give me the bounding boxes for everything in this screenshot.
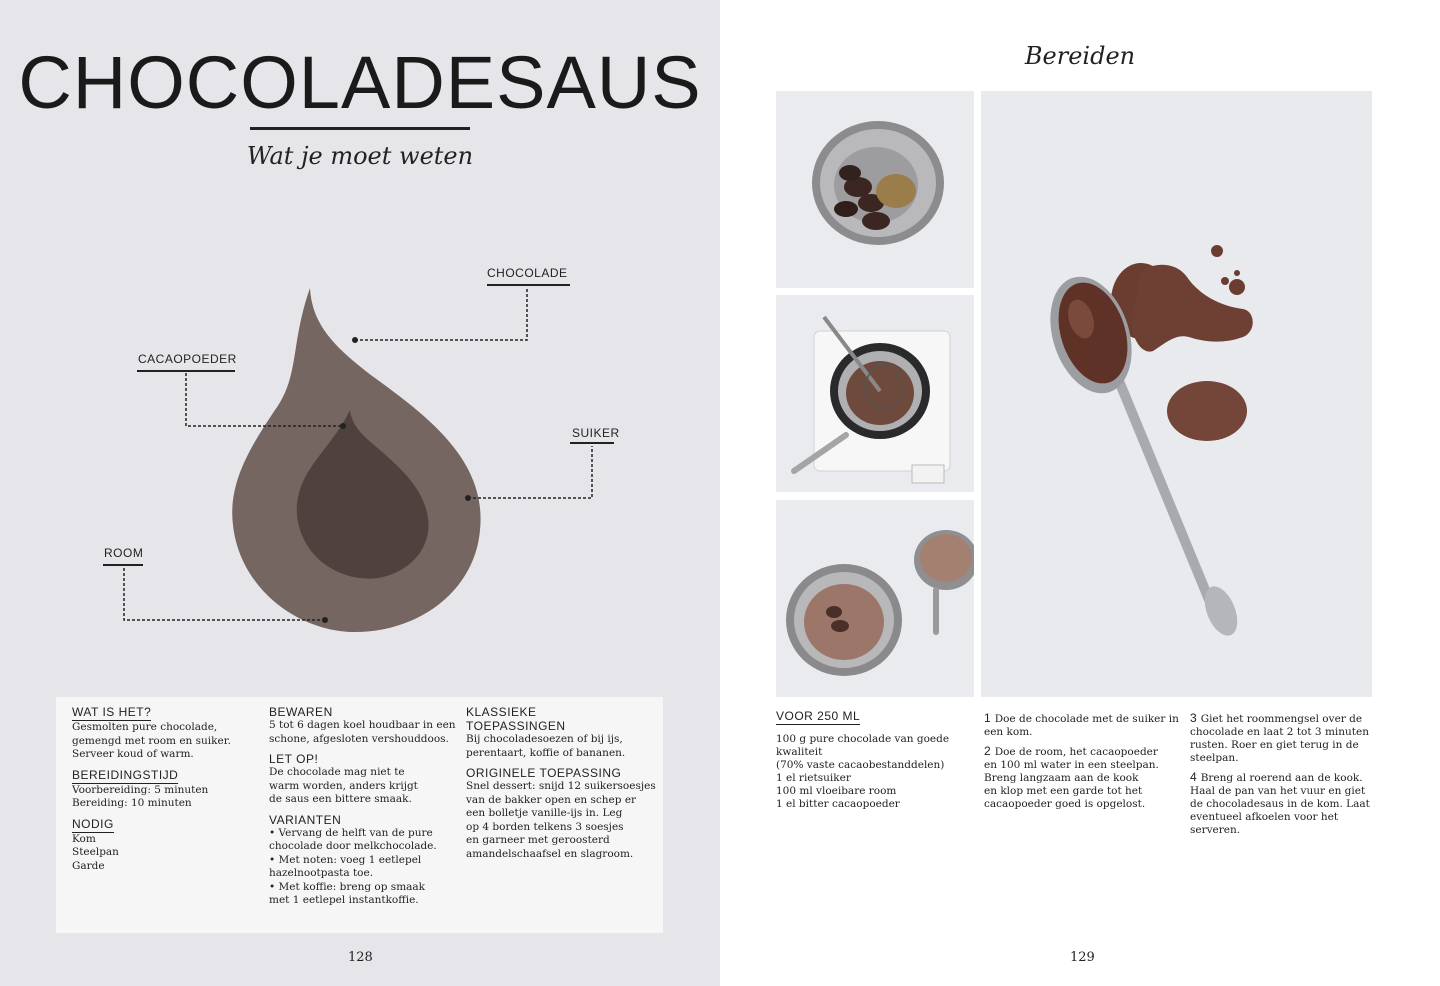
step-2 — [984, 745, 1184, 811]
originele-text: Snel dessert: snijd 12 suikersoesjes van de bakker open en schep er een bolletje vanille-ijs in. Leg op 4 borden telkens 3 soesjes en garneer met geroosterd amandelschaafsel en slagroom. — [466, 780, 656, 860]
chocolade-label: CHOCOLADE — [487, 266, 568, 280]
bereidingstijd-text: Voorbereiding: 5 minuten Bereiding: 10 minuten — [72, 783, 209, 809]
photo-saucepan-whisk — [776, 295, 974, 492]
klassieke-text: Bij chocoladesoezen of bij ijs, perentaart, koffie of bananen. — [466, 733, 626, 759]
wat-is-het-heading: WAT IS HET? — [72, 705, 152, 719]
drop-illustration — [0, 250, 720, 670]
chocolade-leader-line — [355, 288, 527, 340]
room-marker — [322, 617, 328, 623]
title-divider — [250, 127, 470, 130]
step-number: 2 — [984, 744, 991, 758]
step-3 — [1190, 712, 1390, 765]
bewaren-text: 5 tot 6 dagen koel houdbaar in een schone, afgesloten vershouddoos. — [269, 719, 456, 745]
preparation-title: Bereiden — [1024, 42, 1136, 70]
suiker-label: SUIKER — [572, 426, 620, 440]
steps-column-2 — [1190, 712, 1390, 843]
info-column-3 — [466, 705, 656, 867]
nodig-text: Kom Steelpan Garde — [72, 832, 119, 872]
info-box — [56, 697, 663, 933]
suiker-leader-line — [468, 446, 592, 498]
steps-column-1 — [984, 712, 1184, 817]
right-page — [720, 0, 1440, 986]
let-op-text: De chocolade mag niet te warm worden, anders krijgt de saus een bittere smaak. — [269, 766, 418, 805]
wat-is-het-text: Gesmolten pure chocolade, gemengd met room en suiker. Serveer koud of warm. — [72, 721, 231, 760]
step-4 — [1190, 771, 1390, 837]
ingredients-block — [776, 710, 976, 811]
nodig-heading: NODIG — [72, 816, 114, 831]
step-text: Giet het roommengsel over de chocolade en laat 2 tot 3 minuten rusten. Roer en giet terug in de steelpan. — [1190, 713, 1369, 764]
let-op-heading: LET OP! — [269, 752, 319, 766]
page-title: CHOCOLADESAUS — [18, 41, 702, 124]
bereidingstijd-heading: BEREIDINGSTIJD — [72, 767, 179, 782]
varianten-text: • Vervang de helft van de pure chocolade door melkchocolade. • Met noten: voeg 1 eetlepel hazelnootpasta toe. • Met koffie: breng op smaak met 1 eetlepel instantkoffie. — [269, 826, 437, 906]
step-text: Breng al roerend aan de kook. Haal de pan van het vuur en giet de chocoladesaus in de kom. Laat eventueel afkoelen voor het serveren. — [1190, 772, 1370, 836]
step-number: 3 — [1190, 711, 1197, 725]
page-number-right: 129 — [1070, 950, 1095, 965]
cacaopoeder-label: CACAOPOEDER — [138, 352, 237, 366]
step-number: 1 — [984, 711, 991, 725]
info-column-2 — [269, 705, 459, 914]
klassieke-heading: KLASSIEKE TOEPASSINGEN — [466, 705, 566, 733]
step-text: Doe de room, het cacaopoeder en 100 ml water in een steelpan. Breng langzaam aan de kook en klop met een garde tot het cacaopoeder goed is opgelost. — [984, 746, 1159, 810]
step-text: Doe de chocolade met de suiker in een kom. — [984, 713, 1179, 738]
room-label: ROOM — [104, 546, 144, 560]
photo-spoon-sauce — [981, 91, 1372, 697]
originele-heading: ORIGINELE TOEPASSING — [466, 766, 622, 780]
photo-bowl-chocolate-sugar — [776, 91, 974, 288]
section-subtitle: Wat je moet weten — [246, 142, 474, 170]
ingredients-list: 100 g pure chocolade van goede kwaliteit (70% vaste cacaobestanddelen) 1 el rietsuiker 100 ml vloeibare room 1 el bitter cacaopoeder — [776, 733, 950, 810]
bewaren-heading: BEWAREN — [269, 705, 333, 719]
photo-bowl-and-pan — [776, 500, 974, 697]
cacaopoeder-marker — [340, 423, 346, 429]
step-number: 4 — [1190, 770, 1197, 784]
suiker-marker — [465, 495, 471, 501]
page-number-left: 128 — [348, 950, 373, 965]
info-column-1 — [72, 705, 262, 879]
varianten-heading: VARIANTEN — [269, 812, 342, 827]
ingredient-diagram — [0, 250, 720, 670]
chocolade-marker — [352, 337, 358, 343]
step-1 — [984, 712, 1184, 739]
ingredients-heading: VOOR 250 ML — [776, 709, 861, 723]
